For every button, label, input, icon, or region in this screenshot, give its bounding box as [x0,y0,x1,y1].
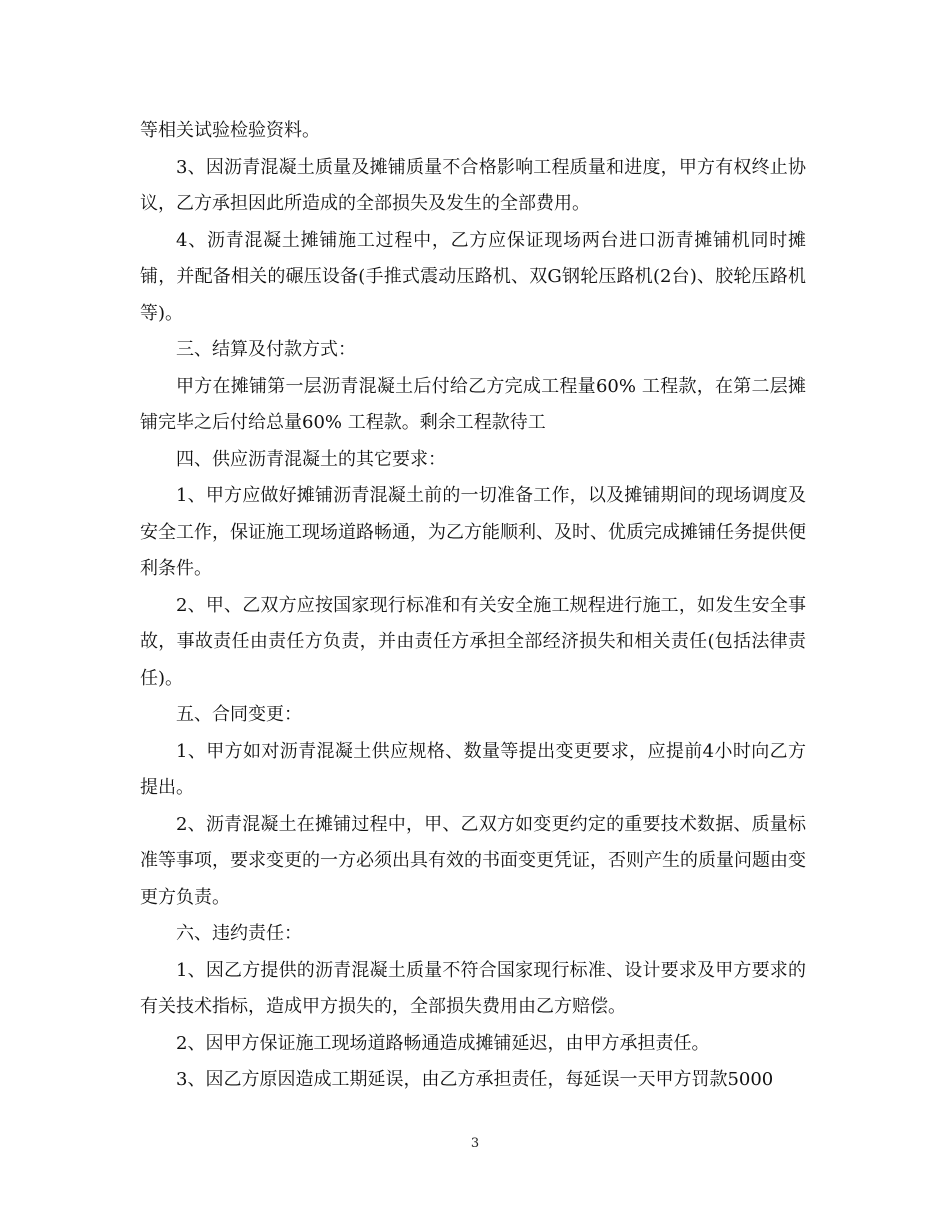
paragraph: 等相关试验检验资料。 [140,120,320,141]
paragraph: 4、沥青混凝土摊铺施工过程中，乙方应保证现场两台进口沥青摊铺机同时摊铺，并配备相关的碾压设备(手推式震动压路机、双G钢轮压路机(2台)、胶轮压路机等)。 [140,229,806,324]
paragraph: 2、沥青混凝土在摊铺过程中，甲、乙双方如变更约定的重要技术数据、质量标准等事项，要求变更的一方必须出具有效的书面变更凭证，否则产生的质量问题由变更方负责。 [140,813,806,908]
paragraph: 1、甲方应做好摊铺沥青混凝土前的一切准备工作，以及摊铺期间的现场调度及安全工作，保证施工现场道路畅通，为乙方能顺利、及时、优质完成摊铺任务提供便利条件。 [140,485,806,579]
document-body [140,113,806,1099]
paragraph: 1、因乙方提供的沥青混凝土质量不符合国家现行标准、设计要求及甲方要求的有关技术指标，造成甲方损失的，全部损失费用由乙方赔偿。 [140,959,806,1017]
paragraph: 五、合同变更： [176,704,302,725]
paragraph: 三、结算及付款方式： [176,339,356,360]
page-number: 3 [470,1136,480,1151]
paragraph: 六、违约责任： [176,923,302,944]
paragraph: 2、因甲方保证施工现场道路畅通造成摊铺延迟，由甲方承担责任。 [176,1032,710,1054]
paragraph: 3、因沥青混凝土质量及摊铺质量不合格影响工程质量和进度，甲方有权终止协议，乙方承担因此所造成的全部损失及发生的全部费用。 [140,156,806,214]
paragraph: 四、供应沥青混凝土的其它要求： [176,448,446,470]
paragraph: 2、甲、乙双方应按国家现行标准和有关安全施工规程进行施工，如发生安全事故，事故责任由责任方负责，并由责任方承担全部经济损失和相关责任(包括法律责任)。 [140,594,806,689]
paragraph: 3、因乙方原因造成工期延误，由乙方承担责任，每延误一天甲方罚款5000 [176,1069,774,1090]
paragraph: 1、甲方如对沥青混凝土供应规格、数量等提出变更要求，应提前4小时向乙方提出。 [140,740,806,798]
paragraph: 甲方在摊铺第一层沥青混凝土后付给乙方完成工程量60% 工程款，在第二层摊铺完毕之后付给总量60% 工程款。剩余工程款待工 [140,375,806,433]
